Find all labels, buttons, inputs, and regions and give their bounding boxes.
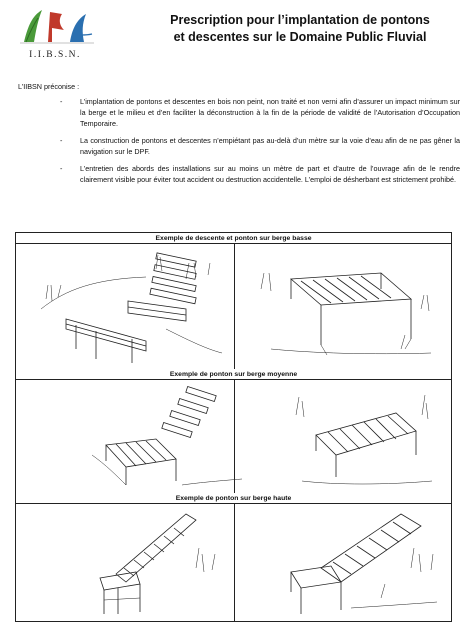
list-item [60,163,460,185]
list-item [60,135,460,157]
title-line-1: Prescription pour l’implantation de pontons [170,13,430,27]
bullet-dash: - [60,97,63,106]
intro-text: L’IIBSN préconise : [18,82,80,91]
bullet-dash: - [60,136,63,145]
list-item [60,96,460,129]
caption-berge-basse: Exemple de descente et ponton sur berge basse [16,233,451,244]
flags-icon [16,6,96,46]
iibsn-logo [10,6,100,68]
sketch-ponton-haute-2 [281,508,441,618]
header [0,0,464,70]
bullet-dash: - [60,164,63,173]
sketch-ponton-moyenne-2 [286,385,436,491]
logo-text: I.I.B.S.N. [29,50,81,60]
title-line-2: et descentes sur le Domaine Public Fluvial [173,30,427,44]
caption-berge-moyenne: Exemple de ponton sur berge moyenne [16,369,451,380]
examples-table [15,232,452,622]
sketch-descente-basse [36,249,226,367]
bullet-text: L’entretien des abords des installations sur au moins un mètre de part et d’autre de l’ouvrage afin de le rendre clairement visible pour éviter tout accident ou destruction accidentelle. L’emploi de désherbant est strictement prohibé. [80,164,460,184]
bullet-text: L’implantation de pontons et descentes en bois non peint, non traité et non verni afin d’assurer un impact minimum sur la berge et le milieu et d’en faciliter la déconstruction à la fin de la période de validité de l’Autorisation d’Occupation Temporaire. [80,97,460,128]
sketch-ponton-moyenne-1 [86,385,246,491]
column-divider [234,244,235,369]
page-title [150,12,450,46]
caption-berge-haute: Exemple de ponton sur berge haute [16,493,451,504]
recommendations-list [60,96,460,191]
sketch-ponton-haute-1 [96,508,236,618]
sketch-ponton-basse [251,249,441,367]
bullet-text: La construction de pontons et descentes n’empiétant pas au-delà d’un mètre sur la voie d’eau afin de ne pas gêner la navigation sur le DPF. [80,136,460,156]
